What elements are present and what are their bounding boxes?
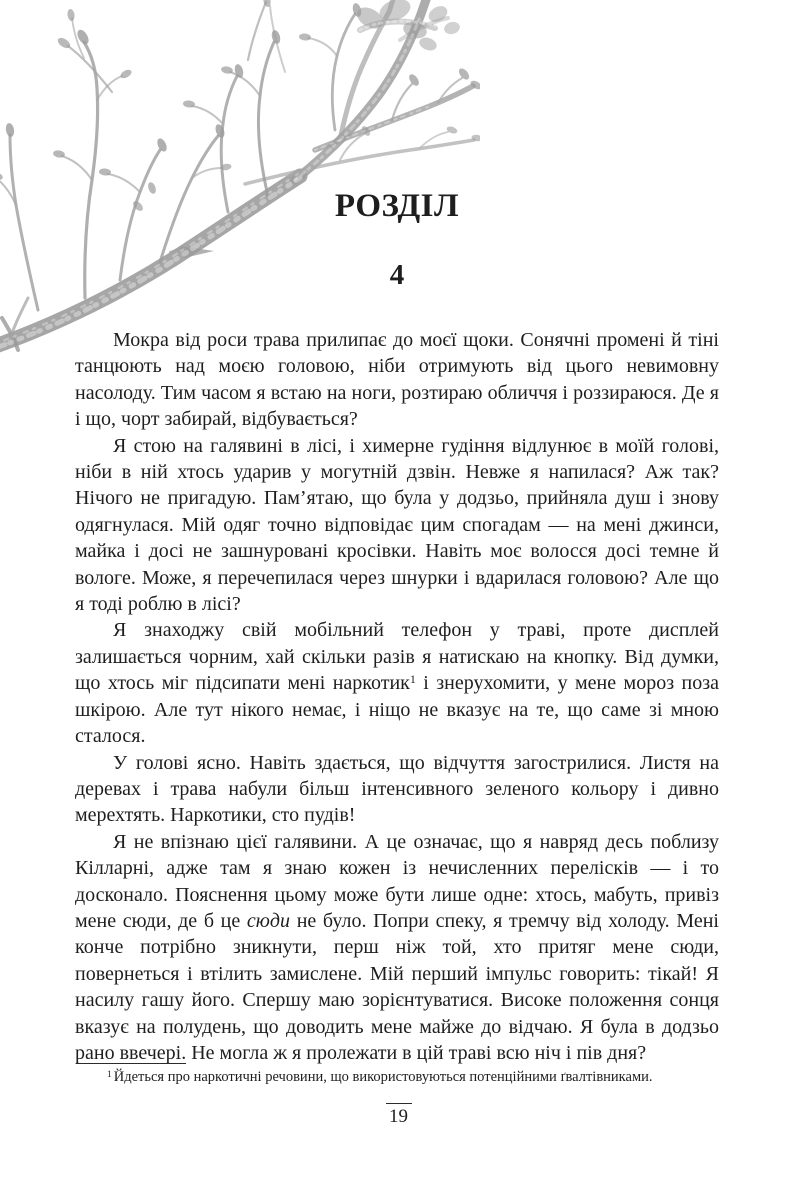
body-paragraph-2: Я стою на галявині в лісі, і химерне гудіння відлунює в моїй голові, ніби в ній хтось ударив у могутній дзвін. Невже я напилася? Аж так? Нічого не пригадую. Пам’ятаю, що була у додзьо, прийняла душ і знову одягнулася. Мій одяг точно відповідає цим спогадам — на мені джинси, майка і досі не зашнуровані кросівки. Навіть моє волосся досі темне й вологе. Може, я перечепилася через шнурки і вдарилася головою? Але що я тоді роблю в лісі?: [75, 434, 719, 616]
body-text: [75, 327, 719, 1066]
page-footer: [0, 1103, 797, 1128]
footnote-marker: 1: [107, 1070, 112, 1080]
paragraph-3-text-after-ref: і знерухомити, у мене мороз поза шкірою. Але тут нікого немає, і ніщо не вказує на те, що саме зі мною сталося.: [75, 672, 719, 748]
footnote-divider: [76, 1063, 186, 1064]
body-paragraph-4: У голові ясно. Навіть здається, що відчуття загострилися. Листя на деревах і трава набули більш інтенсивного зеленого кольору і дивно мерехтять. Наркотики, сто пудів!: [75, 751, 719, 827]
body-paragraph-1: Мокра від роси трава прилипає до моєї щоки. Сонячні промені й тіні танцюють над моєю головою, ніби отримують від цього невимовну насолоду. Тим часом я встаю на ноги, розтираю обличчя і роззираюся. Де я і що, чорт забирай, відбувається?: [75, 329, 719, 431]
chapter-number: 4: [389, 259, 405, 291]
page-number: 19: [389, 1106, 408, 1127]
paragraph-5-text-after-italic: не було. Попри спеку, я тремчу від холоду. Мені конче потрібно зникнути, перш ніж той, хто притяг мене сюди, повернеться і втілить замислене. Мій перший імпульс говорить: тікай! Я насилу гашу його. Спершу маю зорієнтуватися. Високе положення сонця вказує на полудень, що доводить мене майже до відчаю. Я була в додзьо рано ввечері. Не могла ж я пролежати в цій траві всю ніч і пів дня?: [75, 909, 719, 1064]
body-paragraph-3: [75, 617, 719, 749]
paragraph-5-text: Я не впізнаю цієї галявини. А це означає, що я навряд десь поблизу Кілларні, адже там я знаю кожен із нечисленних перелісків — і то досконало. Пояснення цьому може бути лише одне: хтось, мабуть, привіз мене сюди, де б це: [75, 830, 719, 932]
paragraph-5-italic-word: сюди: [246, 909, 291, 932]
branch-illustration: [0, 0, 480, 356]
footnote: [75, 1068, 719, 1087]
chapter-label: РОЗДІЛ: [334, 188, 460, 224]
body-paragraph-5: [75, 829, 719, 1067]
paragraph-3-text: Я знаходжу свій мобільний телефон у траві, проте дисплей залишається чорним, хай скільки разів я натискаю на кнопку. Від думки, що хтось міг підсипати мені наркотик: [75, 619, 719, 695]
page-number-rule: [386, 1103, 412, 1104]
footnote-line: [75, 1068, 719, 1087]
footnote-text: Йдеться про наркотичні речовини, що використовуються потенційними ґвалтівниками.: [113, 1069, 653, 1085]
footnote-reference: 1: [409, 672, 416, 687]
